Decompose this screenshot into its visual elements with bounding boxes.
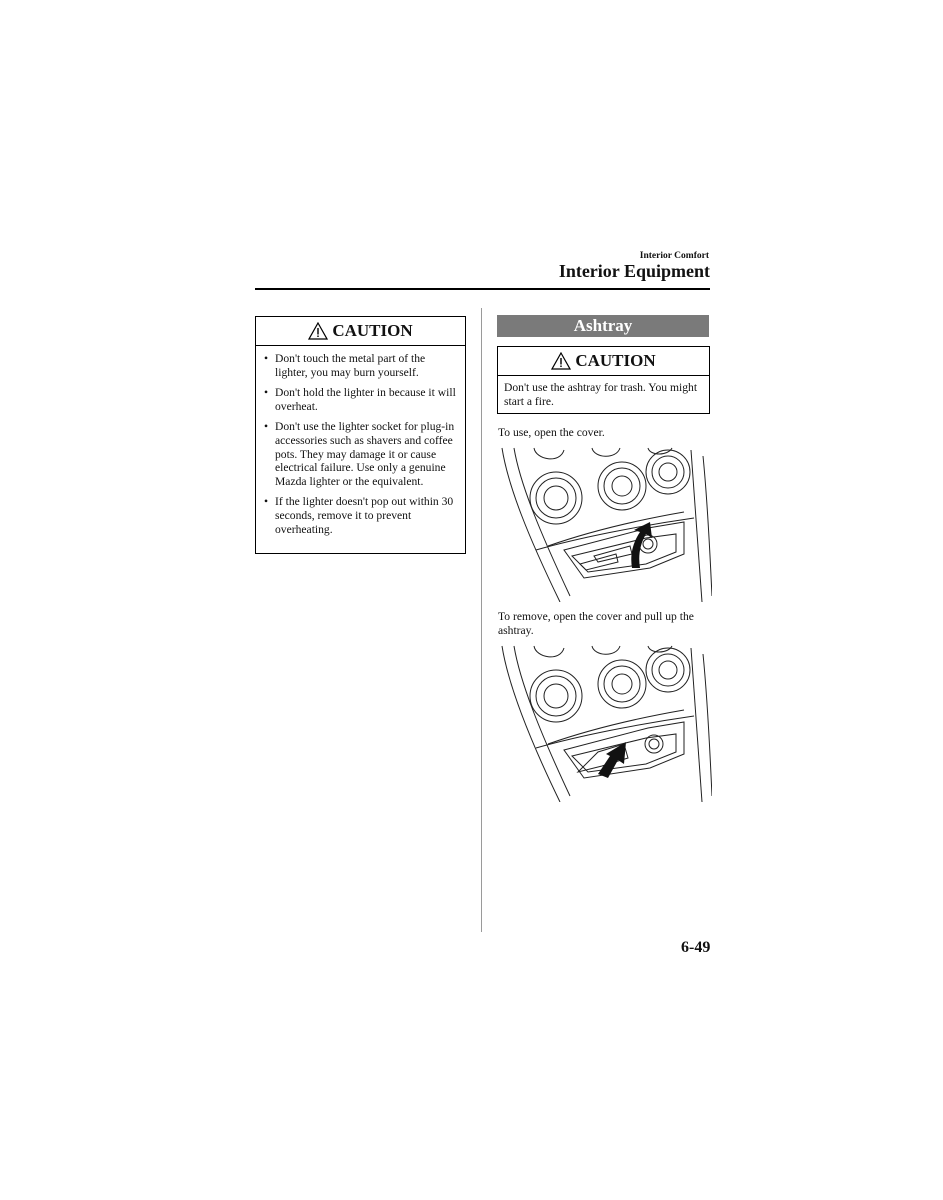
- caution-item: • Don't hold the lighter in because it will overheat.: [264, 386, 459, 413]
- caution-header: [256, 317, 465, 346]
- warning-triangle-icon: [551, 352, 571, 370]
- section-label: Interior Comfort: [639, 251, 709, 261]
- lighter-caution-box: [255, 316, 466, 554]
- ashtray-remove-illustration: [498, 644, 712, 802]
- caution-heading: CAUTION: [575, 351, 656, 370]
- page-number: 6-49: [681, 939, 711, 956]
- caution-text: Don't use the ashtray for trash. You might start a fire.: [504, 381, 698, 408]
- header-rule: [255, 288, 710, 290]
- warning-triangle-icon: [308, 322, 328, 340]
- remove-instruction: To remove, open the cover and pull up the ashtray.: [498, 610, 694, 637]
- ashtray-open-illustration: [498, 446, 712, 602]
- column-divider: [481, 308, 482, 932]
- caution-header: [498, 347, 709, 376]
- ashtray-caution-box: [497, 346, 710, 414]
- ashtray-heading: Ashtray: [497, 315, 709, 337]
- use-instruction: To use, open the cover.: [498, 426, 605, 439]
- caution-heading: CAUTION: [332, 321, 413, 340]
- page-title: Interior Equipment: [558, 261, 710, 281]
- caution-item: • Don't use the lighter socket for plug-in accessories such as shavers and coffee pots. They may damage it or cause electrical failure. Use only a genuine Mazda lighter or the equivalent.: [264, 420, 459, 488]
- caution-list: [256, 346, 465, 536]
- caution-item: • Don't touch the metal part of the lighter, you may burn yourself.: [264, 352, 459, 379]
- caution-item: • If the lighter doesn't pop out within 30 seconds, remove it to prevent overheating.: [264, 495, 459, 536]
